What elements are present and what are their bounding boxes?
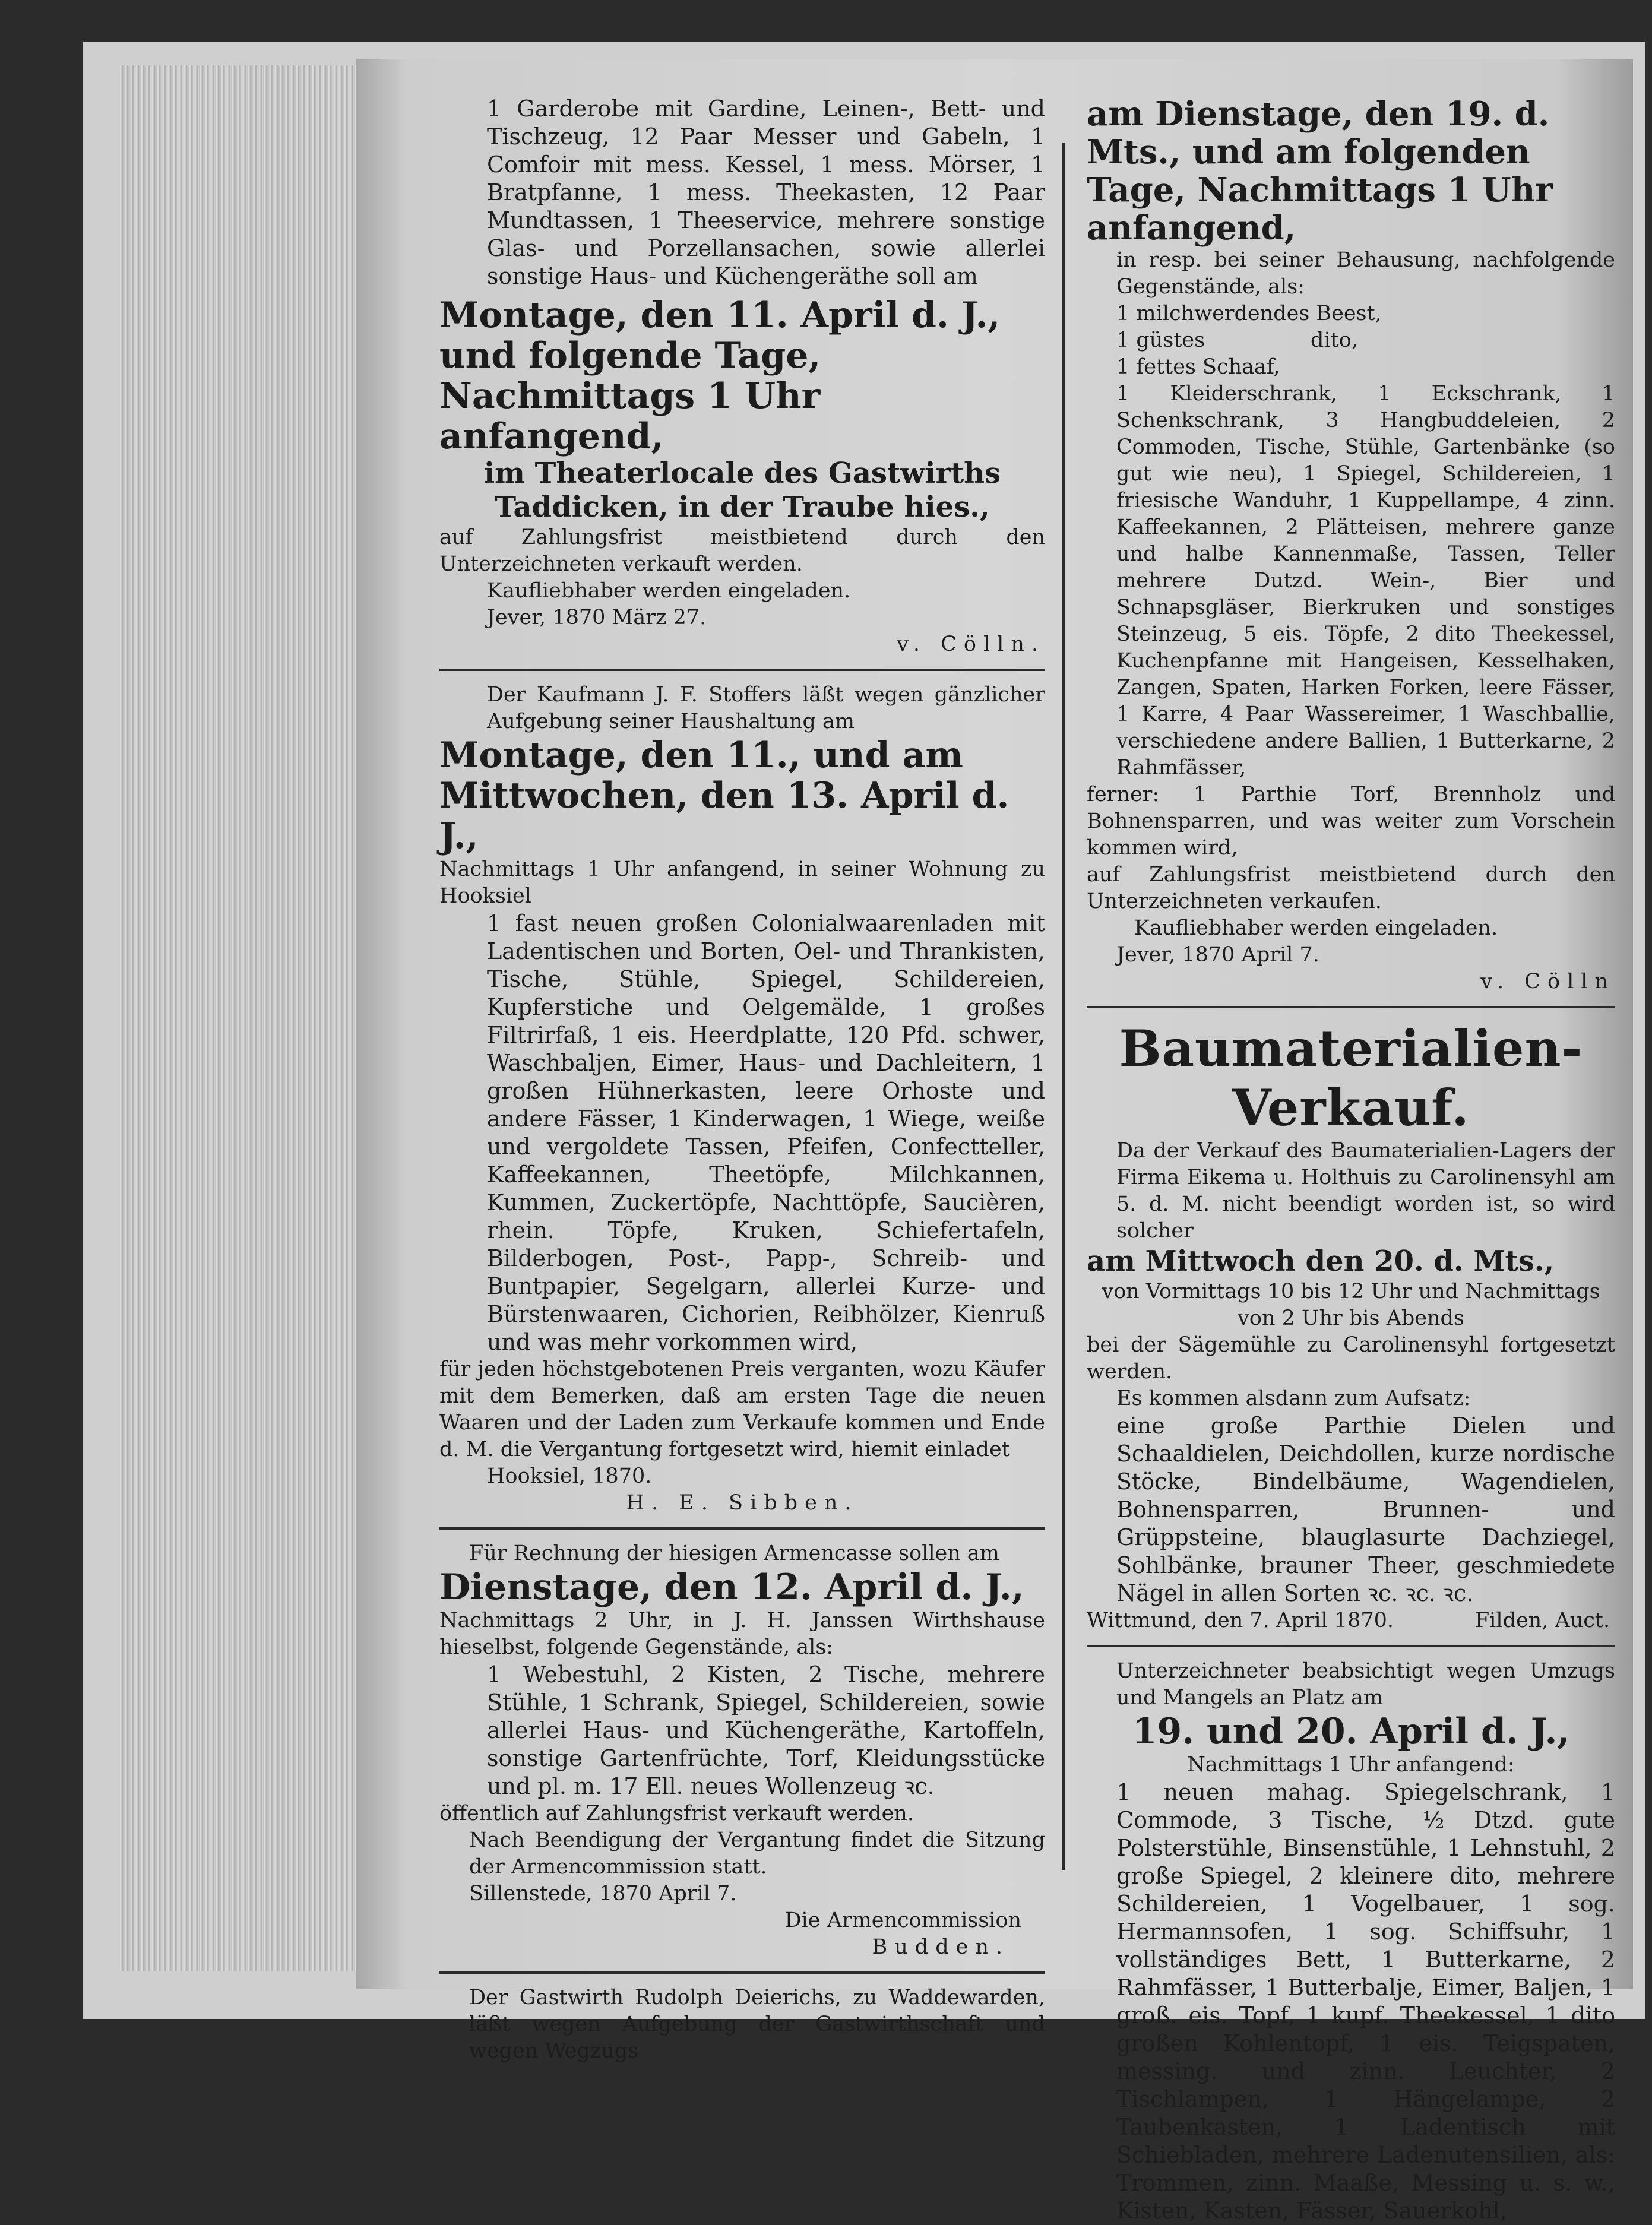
- ad-invite: Kaufliebhaber werden eingeladen.: [1134, 916, 1498, 940]
- ad-stoffers: [439, 682, 1045, 1517]
- ad-items: 1 fast neuen großen Colonialwaarenladen mit Ladentischen und Borten, Oel- und Thrankisten, Tische, Stühle, Spiegel, Schildereien, Kupferstiche und Oelgemälde, 1 großes Filtrirfaß, 1 eis. Heerdplatte, 120 Pfd. schwer, Waschbalјen, Eimer, Haus- und Dachleitern, 1 großen Hühnerkasten, leere Orhoste und andere Fässer, 1 Kinderwagen, 1 Wiege, weiße und vergoldete Tassen, Pfeifen, Confectteller, Kaffeekannen, Theetöpfe, Milchkannen, Kummen, Zuckertöpfe, Nachttöpfe, Saucièren, rhein. Töpfe, Kruken, Schiefertafeln, Bilderbogen, Post-, Papp-, Schreib- und Buntpapier, Segelgarn, allerlei Kurze- und Bürstenwaaren, Cichorien, Reibhölzer, Kienruß und was mehr vorkommen wird,: [487, 910, 1045, 1355]
- column-rule: [1062, 143, 1065, 1870]
- ad-signature: H. E. Sibben.: [626, 1491, 859, 1515]
- ad-intro: in resp. bei seiner Behausung, nachfolgende Gegenstände, als:: [1116, 248, 1615, 299]
- ad-item: 1 güstes dito,: [1116, 328, 1358, 352]
- ad-item: 1 Kleiderschrank, 1 Eckschrank, 1 Schenkschrank, 3 Hangbuddeleien, 2 Commoden, Tische, Stühle, Gartenbänke (so gut wie neu), 1 Spiegel, Schildereien, 1 friesische Wanduhr, 1 Kuppellampe, 4 zinn. Kaffeekannen, 2 Plätteisen, mehrere ganze und halbe Kannenmaße, Tassen, Teller mehrere Dutzd. Wein-, Bier und Schnapsgläser, Bierkruken und sonstiges Steinzeug, 5 eis. Töpfe, 2 dito Theekessel, Kuchenpfanne mit Hangeisen, Kesselhaken, Zangen, Spaten, Harken Forken, leere Fässer, 1 Karre, 4 Paar Wassereimer, 1 Waschballie, verschiedene andere Ballien, 1 Butterkarne, 2 Rahmfässer,: [1116, 382, 1615, 780]
- ad-separator: [439, 1527, 1045, 1530]
- ad-date-heading: Montage, den 11. April d. J., und folgende Tage, Nachmittags 1 Uhr anfangend,: [439, 295, 1001, 457]
- ad-baumaterialien: [1087, 1019, 1615, 1634]
- ad-time: Nachmittags 2 Uhr, in J. H. Janssen Wirthshause hieselbst, folgende Gegenstände, als:: [439, 1609, 1045, 1659]
- left-column: [439, 95, 1045, 2065]
- ad-dateline: Jever, 1870 April 7.: [1116, 943, 1319, 967]
- ad-dateline: Jever, 1870 März 27.: [487, 606, 707, 629]
- ad-time: Nachmittags 1 Uhr anfangend, in seiner Wohnung zu Hooksiel: [439, 857, 1045, 908]
- ad-signature: v. Cölln.: [897, 632, 1045, 656]
- ad-cölln-auction: [1087, 95, 1615, 995]
- ad-intro: Unterzeichneter beabsichtigt wegen Umzugs und Mangels an Platz am: [1116, 1659, 1615, 1710]
- ad-subhead: Es kommen alsdann zum Aufsatz:: [1116, 1387, 1471, 1410]
- ad-separator: [439, 1971, 1045, 1974]
- ad-garderobe: [439, 95, 1045, 658]
- ad-date-heading: 19. und 20. April d. J.,: [1132, 1711, 1570, 1752]
- ad-date-heading: am Dienstage, den 19. d. Mts., und am folgenden Tage, Nachmittags 1 Uhr anfangend,: [1087, 94, 1553, 248]
- ad-note: Nach Beendigung der Vergantung findet die Sitzung der Armencommission statt.: [469, 1828, 1045, 1879]
- ad-intro: Da der Verkauf des Baumaterialien-Lagers der Firma Eikema u. Holthuis zu Carolinensyhl am 5. d. M. nicht beendigt worden ist, so wird solcher: [1116, 1139, 1615, 1243]
- ad-intro: 1 Garderobe mit Gardine, Leinen-, Bett- und Tischzeug, 12 Paar Messer und Gabeln, 1 Comfoir mit mess. Kessel, 1 mess. Mörser, 1 Bratpfanne, 1 mess. Theekasten, 12 Paar Mundtassen, 1 Theeservice, mehrere sonstige Glas- und Porzellansachen, sowie allerlei sonstige Haus- und Küchengeräthe soll am: [487, 96, 1045, 289]
- ad-terms: öffentlich auf Zahlungsfrist verkauft werden.: [439, 1802, 914, 1825]
- ad-place: bei der Sägemühle zu Carolinensyhl fortgesetzt werden.: [1087, 1333, 1615, 1384]
- ad-separator: [439, 669, 1045, 671]
- ad-invite: Kaufliebhaber werden eingeladen.: [487, 579, 851, 603]
- ad-date-heading: am Mittwoch den 20. d. Mts.,: [1087, 1245, 1555, 1278]
- ad-place-heading: im Theaterlocale des Gastwirths Taddicken, in der Traube hies.,: [483, 457, 1001, 524]
- ad-items: eine große Parthie Dielen und Schaaldielen, Deichdollen, kurze nordische Stöcke, Bindelbäume, Wagendielen, Bohnensparren, Brunnen- und Grüppsteine, blauglasurte Dachziegel, Sohlbänke, brauner Theer, geschmiedete Nägel in allen Sorten ꝛc. ꝛc. ꝛc.: [1116, 1413, 1615, 1606]
- ad-signature: v. Cölln: [1480, 970, 1615, 993]
- ad-signature-line1: Die Armencommission: [784, 1909, 1021, 1932]
- ad-intro: Der Gastwirth Rudolph Deierichs, zu Waddewarden, läßt wegen Aufgebung der Gastwirthschaft und wegen Wegzugs: [469, 1986, 1045, 2063]
- right-column: [1087, 95, 1615, 2225]
- page-edges: [119, 65, 368, 1971]
- ad-item: 1 milchwerdendes Beest,: [1116, 302, 1382, 325]
- ad-terms: auf Zahlungsfrist meistbietend durch den Unterzeichneten verkauft werden.: [439, 526, 1045, 576]
- ad-intro: Für Rechnung der hiesigen Armencasse sollen am: [469, 1542, 999, 1565]
- ad-items: 1 neuen mahag. Spiegelschrank, 1 Commode, 3 Tische, ½ Dtzd. gute Polsterstühle, Binsenstühle, 1 Lehnstuhl, 2 große Spiegel, 2 kleinere dito, mehrere Schildereien, 1 Vogelbauer, 1 sog. Hermannsofen, 1 sog. Schiffsuhr, 1 vollständiges Bett, 1 Butterkarne, 2 Rahmfässer, 1 Butterbalje, Eimer, Baljen, 1 groß. eis. Topf, 1 kupf. Theekessel, 1 dito großen Kohlentopf, 1 eis. Teigspaten, messing. und zinn. Leuchter, 2 Tischlampen, 1 Hängelampe, 2 Taubenkasten, 1 Ladentisch mit Schiebladen, mehrere Ladenutensilien, als: Trommen, zinn. Maaße, Messing u. s. w., Kisten, Kasten, Fässer, Sauerkohl,: [1116, 1779, 1615, 2224]
- ad-deierichs: [439, 1985, 1045, 2065]
- ad-time: Nachmittags 1 Uhr anfangend:: [1187, 1753, 1515, 1777]
- ad-item: 1 fettes Schaaf,: [1116, 355, 1280, 379]
- ad-time: von Vormittags 10 bis 12 Uhr und Nachmittags von 2 Uhr bis Abends: [1102, 1280, 1600, 1330]
- ad-date-heading: Montage, den 11., und am Mittwochen, den 13. April d. J.,: [439, 735, 1009, 857]
- ad-separator: [1087, 1006, 1615, 1008]
- ad-terms: auf Zahlungsfrist meistbietend durch den Unterzeichneten verkaufen.: [1087, 863, 1615, 913]
- ad-dateline: Hooksiel, 1870.: [487, 1464, 652, 1488]
- ad-intro: Der Kaufmann J. F. Stoffers läßt wegen gänzlicher Aufgebung seiner Haushaltung am: [487, 683, 1045, 733]
- ad-further: ferner: 1 Parthie Torf, Brennholz und Bohnensparren, und was weiter zum Vorschein kommen wird,: [1087, 783, 1615, 860]
- ad-umzug: [1087, 1658, 1615, 2225]
- ad-title: Baumaterialien-Verkauf.: [1119, 1019, 1583, 1137]
- ad-signature-line2: Budden.: [872, 1935, 1009, 1959]
- ad-dateline: Wittmund, den 7. April 1870.: [1087, 1609, 1394, 1632]
- ad-signature: Filden, Auct.: [1474, 1609, 1610, 1632]
- ad-items: 1 Webestuhl, 2 Kisten, 2 Tische, mehrere Stühle, 1 Schrank, Spiegel, Schildereien, sowie allerlei Haus- und Küchengeräthe, Kartoffeln, sonstige Gartenfrüchte, Torf, Kleidungsstücke und pl. m. 17 Ell. neues Wollenzeug ꝛc.: [487, 1661, 1045, 1799]
- ad-armencasse: [439, 1540, 1045, 1961]
- ad-separator: [1087, 1645, 1615, 1647]
- ad-dateline: Sillenstede, 1870 April 7.: [469, 1882, 737, 1906]
- ad-terms: für jeden höchstgebotenen Preis verganten, wozu Käufer mit dem Bemerken, daß am ersten Tage die neuen Waaren und der Laden zum Verkaufe kommen und Ende d. M. die Vergantung fortgesetzt wird, hiemit einladet: [439, 1357, 1045, 1461]
- ad-date-heading: Dienstage, den 12. April d. J.,: [439, 1566, 1024, 1608]
